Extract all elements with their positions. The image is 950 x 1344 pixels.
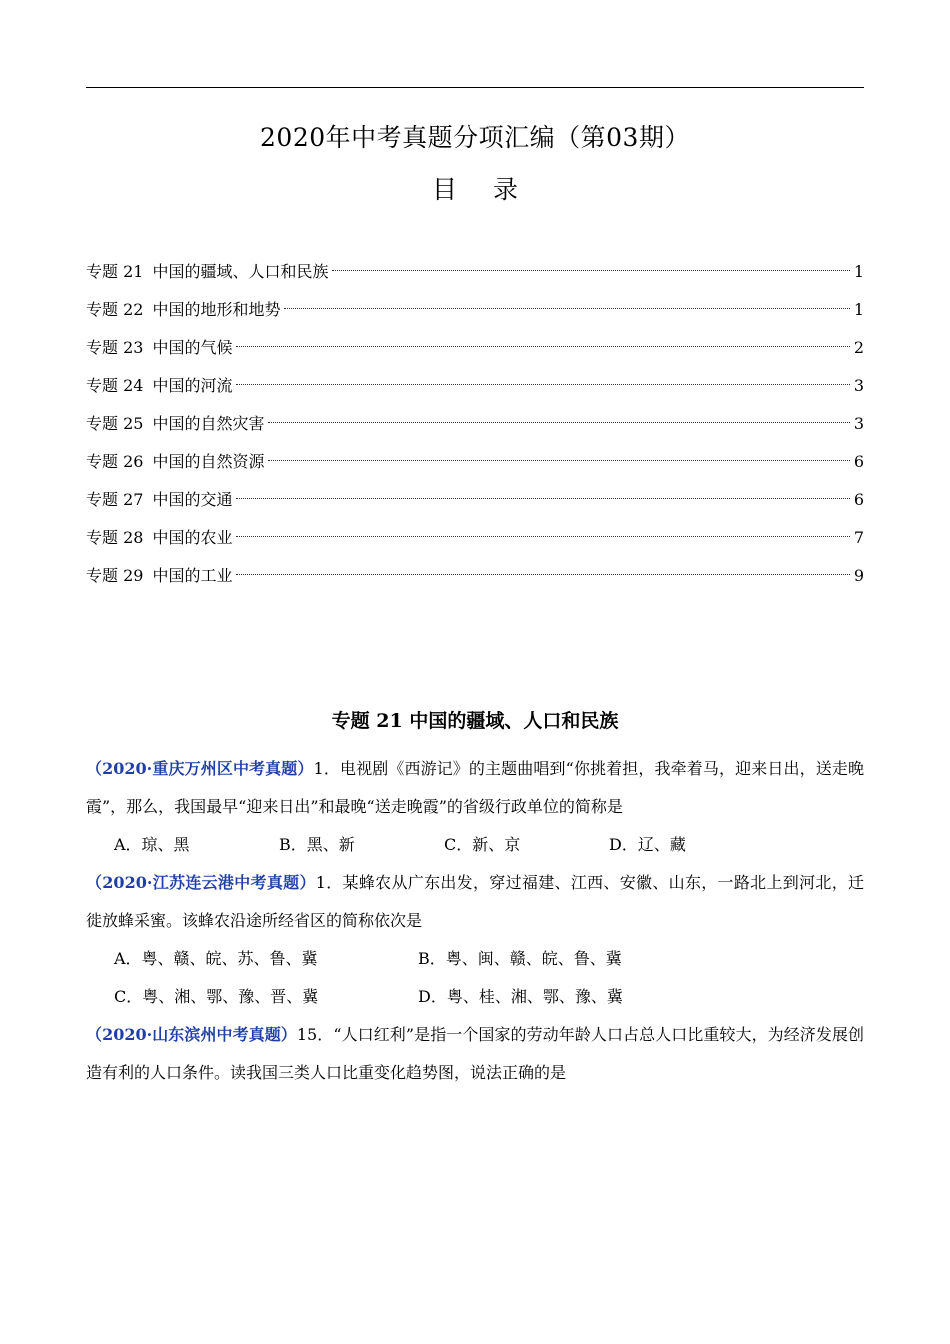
- toc-entry-label: 专题 27 中国的交通: [86, 490, 233, 509]
- toc-page-number: 3: [853, 376, 864, 395]
- option-c: C．粤、湘、鄂、豫、晋、冀: [114, 987, 319, 1006]
- option-c: C．新、京: [444, 835, 521, 854]
- question-text: 15．“人口红利”是指一个国家的劳动年龄人口占总人口比重较大，为经济发展创造有利的人口条件。读我国三类人口比重变化趋势图，说法正确的是: [86, 1025, 864, 1082]
- toc-leader-dots: [268, 460, 849, 461]
- question-1-options: [86, 826, 864, 864]
- toc-entry-label: 专题 26 中国的自然资源: [86, 452, 265, 471]
- toc-leader-dots: [236, 384, 849, 385]
- toc-page-number: 7: [853, 528, 864, 547]
- toc-entry-label: 专题 23 中国的气候: [86, 338, 233, 357]
- toc-page-number: 1: [853, 300, 864, 319]
- toc-leader-dots: [236, 574, 849, 575]
- toc-entry-label: 专题 29 中国的工业: [86, 566, 233, 585]
- toc-entry-24[interactable]: [86, 373, 864, 411]
- toc-entry-label: 专题 22 中国的地形和地势: [86, 300, 281, 319]
- header-rule: [86, 87, 864, 88]
- question-source: （2020·江苏连云港中考真题）: [86, 873, 316, 892]
- toc-entry-23[interactable]: [86, 335, 864, 373]
- question-2-options-row-1: [86, 940, 864, 978]
- option-d: D．粤、桂、湘、鄂、豫、冀: [418, 987, 623, 1006]
- question-1: [86, 750, 864, 826]
- toc-leader-dots: [236, 498, 849, 499]
- toc-page-number: 9: [853, 566, 864, 585]
- question-source: （2020·山东滨州中考真题）: [86, 1025, 297, 1044]
- toc-entry-29[interactable]: [86, 563, 864, 601]
- toc-entry-28[interactable]: [86, 525, 864, 563]
- section-content: [86, 750, 864, 1092]
- document-title: 2020年中考真题分项汇编（第03期）: [260, 123, 690, 152]
- question-source: （2020·重庆万州区中考真题）: [86, 759, 314, 778]
- question-2: [86, 864, 864, 940]
- toc-entry-label: 专题 21 中国的疆域、人口和民族: [86, 262, 329, 281]
- toc-leader-dots: [332, 270, 849, 271]
- question-2-options-row-2: [86, 978, 864, 1016]
- section-title: 专题 21 中国的疆域、人口和民族: [331, 710, 619, 732]
- option-d: D．辽、藏: [609, 835, 686, 854]
- toc-page-number: 6: [853, 452, 864, 471]
- toc-heading: 目 录: [432, 175, 532, 204]
- toc-entry-label: 专题 24 中国的河流: [86, 376, 233, 395]
- toc-leader-dots: [236, 536, 849, 537]
- toc-entry-22[interactable]: [86, 297, 864, 335]
- option-a: A．琼、黑: [114, 835, 190, 854]
- question-text: 1．电视剧《西游记》的主题曲唱到“你挑着担，我牵着马，迎来日出，送走晚霞”，那么，我国最早“迎来日出”和最晚“送走晚霞”的省级行政单位的简称是: [86, 759, 864, 816]
- question-text: 1．某蜂农从广东出发，穿过福建、江西、安徽、山东，一路北上到河北，迁徙放蜂采蜜。该蜂农沿途所经省区的简称依次是: [86, 873, 864, 930]
- toc-page-number: 2: [853, 338, 864, 357]
- toc-page-number: 6: [853, 490, 864, 509]
- toc-leader-dots: [284, 308, 849, 309]
- toc-entry-label: 专题 25 中国的自然灾害: [86, 414, 265, 433]
- toc-entry-25[interactable]: [86, 411, 864, 449]
- toc-leader-dots: [268, 422, 849, 423]
- toc-entry-27[interactable]: [86, 487, 864, 525]
- toc-page-number: 1: [853, 262, 864, 281]
- option-b: B．黑、新: [279, 835, 355, 854]
- question-3: [86, 1016, 864, 1092]
- toc-entry-21[interactable]: [86, 259, 864, 297]
- toc-entry-label: 专题 28 中国的农业: [86, 528, 233, 547]
- option-a: A．粤、赣、皖、苏、鲁、冀: [114, 949, 318, 968]
- table-of-contents: [86, 259, 864, 601]
- option-b: B．粤、闽、赣、皖、鲁、冀: [418, 949, 622, 968]
- toc-page-number: 3: [853, 414, 864, 433]
- toc-leader-dots: [236, 346, 849, 347]
- toc-entry-26[interactable]: [86, 449, 864, 487]
